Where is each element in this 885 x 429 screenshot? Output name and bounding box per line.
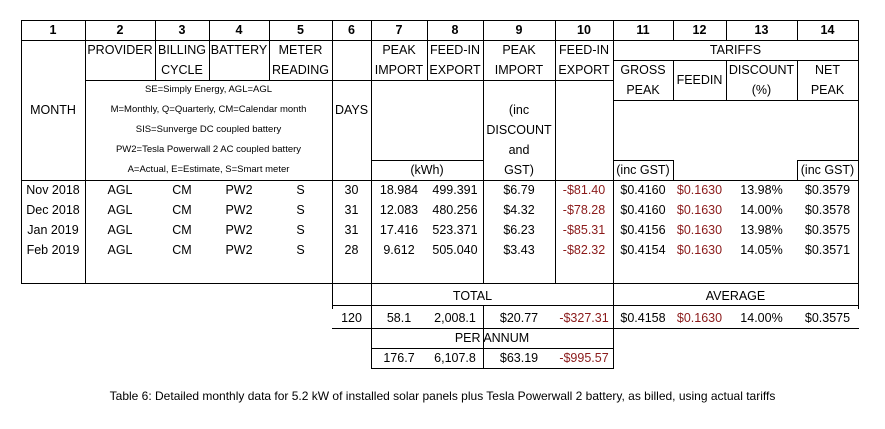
header-peak-cost-1: PEAK — [502, 43, 536, 57]
per-annum-label: PER ANNUM — [454, 331, 530, 345]
cell-days: 28 — [344, 243, 359, 257]
cell-gross-peak: $0.4154 — [620, 243, 666, 257]
cell-meter: S — [296, 183, 305, 197]
cell-peak-cost: $4.32 — [503, 203, 535, 217]
average-feedin: $0.1630 — [676, 311, 723, 325]
cell-net-peak: $0.3571 — [804, 243, 851, 257]
header-peak-kwh-2: IMPORT — [374, 63, 424, 77]
header-days: DAYS — [334, 103, 369, 117]
cell-discount: 14.00% — [740, 203, 783, 217]
legend-line: PW2=Tesla Powerwall 2 AC coupled battery — [115, 144, 302, 155]
per-annum-feedin-kwh: 6,107.8 — [434, 351, 476, 365]
cell-battery: PW2 — [225, 183, 253, 197]
divider — [21, 283, 859, 284]
total-feedin-kwh: 2,008.1 — [434, 311, 476, 325]
divider — [371, 80, 614, 81]
header-peak-cost-2: IMPORT — [494, 63, 544, 77]
header-provider: PROVIDER — [87, 43, 153, 57]
header-kwh-unit: (kWh) — [410, 163, 444, 177]
table-caption: Table 6: Detailed monthly data for 5.2 kW of installed solar panels plus Tesla Powerwall 2 battery, as billed, using actual tariffs — [109, 389, 776, 403]
col-num: 13 — [754, 23, 769, 37]
header-feedin-cost-2: EXPORT — [558, 63, 610, 77]
header-inc-1: (inc — [508, 103, 530, 117]
per-annum-peak-cost: $63.19 — [499, 351, 539, 365]
cell-days: 31 — [344, 223, 359, 237]
header-meter-1: METER — [278, 43, 323, 57]
per-annum-peak-kwh: 176.7 — [383, 351, 415, 365]
cell-provider: AGL — [107, 223, 133, 237]
total-peak-kwh: 58.1 — [386, 311, 412, 325]
col-num: 5 — [297, 23, 304, 37]
total-peak-cost: $20.77 — [499, 311, 539, 325]
col-num: 8 — [451, 23, 459, 37]
header-inc-gst-net: (inc GST) — [800, 163, 855, 177]
cell-meter: S — [296, 243, 305, 257]
cell-net-peak: $0.3575 — [804, 223, 851, 237]
cell-peak-kwh: 9.612 — [383, 243, 415, 257]
legend-line: SIS=Sunverge DC coupled battery — [135, 124, 282, 135]
header-meter-2: READING — [272, 63, 329, 77]
legend-line: M=Monthly, Q=Quarterly, CM=Calendar month — [110, 104, 307, 115]
cell-gross-peak: $0.4160 — [620, 203, 666, 217]
per-annum-feedin-cost: -$995.57 — [559, 351, 609, 365]
cell-cycle: CM — [172, 223, 192, 237]
col-num: 1 — [49, 23, 57, 37]
cell-month: Jan 2019 — [27, 223, 79, 237]
col-num: 10 — [577, 23, 591, 37]
cell-peak-cost: $6.23 — [503, 223, 535, 237]
cell-feedin-kwh: 499.391 — [432, 183, 478, 197]
header-net-peak-1: NET — [815, 63, 840, 77]
average-discount: 14.00% — [740, 311, 783, 325]
header-discount-2: (%) — [751, 83, 772, 97]
cell-peak-cost: $3.43 — [503, 243, 535, 257]
header-battery: BATTERY — [210, 43, 268, 57]
cell-discount: 13.98% — [740, 223, 783, 237]
cell-feedin-cost: -$78.28 — [562, 203, 606, 217]
cell-peak-cost: $6.79 — [503, 183, 535, 197]
header-inc-4: GST) — [504, 163, 534, 177]
cell-feedin-tariff: $0.1630 — [676, 183, 723, 197]
header-inc-2: DISCOUNT — [486, 123, 552, 137]
cell-gross-peak: $0.4156 — [620, 223, 666, 237]
col-num: 7 — [395, 23, 403, 37]
col-num: 14 — [820, 23, 835, 37]
cell-month: Dec 2018 — [26, 203, 80, 217]
header-net-peak-2: PEAK — [810, 83, 845, 97]
header-feedin-cost-1: FEED-IN — [559, 43, 609, 57]
cell-days: 30 — [344, 183, 359, 197]
header-inc-3: and — [508, 143, 530, 157]
cell-feedin-cost: -$81.40 — [562, 183, 606, 197]
cell-battery: PW2 — [225, 223, 253, 237]
header-billing-1: BILLING — [158, 43, 206, 57]
cell-gross-peak: $0.4160 — [620, 183, 666, 197]
divider — [613, 100, 859, 101]
header-peak-kwh-1: PEAK — [382, 43, 416, 57]
cell-feedin-cost: -$85.31 — [562, 223, 606, 237]
col-num: 6 — [348, 23, 355, 37]
cell-provider: AGL — [107, 203, 133, 217]
header-gross-peak-2: PEAK — [626, 83, 660, 97]
col-num: 9 — [515, 23, 523, 37]
cell-feedin-tariff: $0.1630 — [676, 203, 723, 217]
cell-cycle: CM — [172, 203, 192, 217]
divider — [332, 20, 333, 309]
cell-provider: AGL — [107, 243, 133, 257]
cell-peak-kwh: 12.083 — [379, 203, 419, 217]
average-gross-peak: $0.4158 — [620, 311, 666, 325]
col-num: 12 — [692, 23, 707, 37]
cell-discount: 13.98% — [740, 183, 783, 197]
cell-month: Feb 2019 — [26, 243, 80, 257]
cell-discount: 14.05% — [740, 243, 783, 257]
cell-battery: PW2 — [225, 203, 253, 217]
total-label: TOTAL — [452, 289, 493, 303]
cell-feedin-kwh: 523.371 — [432, 223, 478, 237]
total-feedin-cost: -$327.31 — [559, 311, 609, 325]
divider — [858, 20, 859, 309]
cell-meter: S — [296, 223, 305, 237]
header-gross-peak-1: GROSS — [620, 63, 666, 77]
col-num: 11 — [636, 23, 650, 37]
cell-days: 31 — [344, 203, 359, 217]
cell-feedin-kwh: 480.256 — [432, 203, 478, 217]
header-feedin: FEEDIN — [676, 73, 723, 87]
cell-feedin-cost: -$82.32 — [562, 243, 606, 257]
cell-month: Nov 2018 — [26, 183, 80, 197]
average-net-peak: $0.3575 — [804, 311, 851, 325]
legend-line: A=Actual, E=Estimate, S=Smart meter — [127, 164, 290, 175]
cell-peak-kwh: 17.416 — [379, 223, 419, 237]
cell-battery: PW2 — [225, 243, 253, 257]
divider — [371, 368, 614, 369]
header-month: MONTH — [30, 103, 76, 117]
col-num: 3 — [178, 23, 186, 37]
cell-meter: S — [296, 203, 305, 217]
cell-cycle: CM — [172, 243, 192, 257]
col-num: 2 — [116, 23, 124, 37]
header-inc-gst-gross: (inc GST) — [616, 163, 670, 177]
header-feedin-kwh-1: FEED-IN — [430, 43, 480, 57]
cell-feedin-kwh: 505.040 — [432, 243, 478, 257]
divider — [673, 160, 674, 181]
cell-cycle: CM — [172, 183, 192, 197]
col-num: 4 — [235, 23, 243, 37]
cell-feedin-tariff: $0.1630 — [676, 243, 723, 257]
cell-peak-kwh: 18.984 — [379, 183, 419, 197]
cell-feedin-tariff: $0.1630 — [676, 223, 723, 237]
header-feedin-kwh-2: EXPORT — [429, 63, 481, 77]
header-tariffs: TARIFFS — [709, 43, 762, 57]
header-billing-2: CYCLE — [161, 63, 203, 77]
total-days: 120 — [341, 311, 362, 325]
legend-line: SE=Simply Energy, AGL=AGL — [144, 84, 273, 95]
cell-provider: AGL — [107, 183, 133, 197]
average-label: AVERAGE — [705, 289, 766, 303]
cell-net-peak: $0.3579 — [804, 183, 851, 197]
cell-net-peak: $0.3578 — [804, 203, 851, 217]
header-discount-1: DISCOUNT — [728, 63, 795, 77]
